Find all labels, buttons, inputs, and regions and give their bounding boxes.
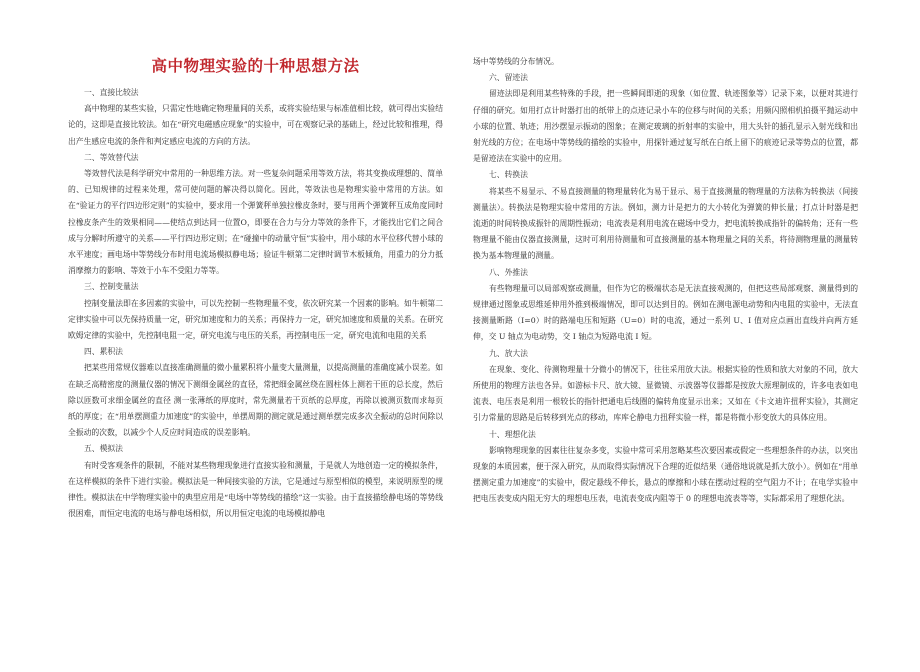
section-heading: 一、直接比较法 [84, 88, 139, 97]
body-paragraph: 控制变量法即在多因素的实验中，可以先控制一些物理量不变，依次研究某一个因素的影响。如牛顿第二定律实验中可以先保持质量一定，研究加速度和力的关系；再保持力一定，研究加速度和质量的关系。在研究欧姆定律的实验中，先控制电阻一定，研究电流与电压的关系，再控制电压一定，研究电流和电阻的关系 [68, 298, 443, 341]
section-heading: 十、理想化法 [489, 429, 536, 439]
body-paragraph: 将某些不易显示、不易直接测量的物理量转化为易于显示、易于直接测量的物理量的方法称为转换法（间接测量法）。转换法是物理实验中常用的方法。例如，测力计是把力的大小转化为弹簧的伸长量；打点计时器是把流逝的时间转换成振针的周期性振动；电流表是利用电流在磁场中受力，把电流转换成指针的偏转角；还有一些物理量不能由仪器直接测量，这时可利用待测量和可直接测量的基本物理量之间的关系，将待测物理量的测量转换为基本物理量的测量。 [473, 186, 858, 261]
section-heading: 二、等效替代法 [84, 152, 139, 162]
section-heading: 七、转换法 [489, 170, 528, 180]
body-paragraph: 场中等势线的分布情况。 [473, 57, 559, 66]
section-heading: 四、累积法 [84, 347, 123, 357]
document-title: 高中物理实验的十种思想方法 [151, 56, 360, 75]
body-paragraph: 在现象、变化、待测物理量十分微小的情况下，往往采用放大法。根据实验的性质和放大对象的不同，放大所使用的物理方法也各异。如游标卡尺、放大镜、显微镜、示波器等仪器都是按放大原理制成的，许多电表如电流表、电压表是利用一根较长的指针把通电后线圈的偏转角度显示出来；又如在《卡文迪许扭秤实验》，其测定引力常量的思路是后转移到光点的移动，库库仑静电力扭秤实验一样，都是将微小形变放大的具体应用。 [473, 364, 858, 423]
right-column-body [473, 54, 858, 508]
left-column-body [68, 85, 443, 522]
body-paragraph: 等效替代法是科学研究中常用的一种思维方法。对一些复杂问题采用等效方法，将其变换成理想的、简单的、已知规律的过程来处理，常可使问题的解决得以简化。因此，等效法也是物理实验中常用的方法。如在“验证力的平行四边形定则”的实验中，要求用一个弹簧秤单独拉橡皮条时，要与用两个弹簧秤互成角度同时拉橡皮条产生的效果相同——使结点到达同一位置O，即要在合力与分力等效的条件下，才能找出它们之间合成与分解时所遵守的关系——平行四边形定则；在“碰撞中的动量守恒”实验中，用小球的水平位移代替小球的水平速度；画电场中等势线分布时用电流场模拟静电场；验证牛顿第二定律时调节木板倾角，用重力的分力抵消摩擦力的影响、等效于小车不受阻力等等。 [68, 169, 443, 276]
right-column [473, 54, 858, 508]
body-paragraph: 把某些用常规仪器难以直接准确测量的微小量累积将小量变大量测量，以提高测量的准确度减小误差。如在缺乏高精密度的测量仪器的情况下测细金属丝的直径，常把细金属丝绕在圆柱体上测若干匝的总长度，然后除以匝数可求细金属丝的直径 测一张薄纸的厚度时，常先测量若干页纸的总厚度，再除以被测页数而求每页纸的厚度；在“用单摆测重力加速度”的实验中，单摆周期的测定就是通过测单摆完成多次全振动的总时间除以全振动的次数，以减少个人反应时间造成的误差影响。 [68, 363, 443, 438]
section-heading: 三、控制变量法 [84, 282, 139, 292]
section-heading: 九、放大法 [489, 348, 528, 358]
section-heading: 六、留迹法 [489, 73, 528, 83]
section-heading: 八、外推法 [489, 267, 528, 277]
body-paragraph: 留迹法即是利用某些特殊的手段，把一些瞬间即逝的现象（如位置、轨迹图象等）记录下来，以便对其进行仔细的研究。如用打点计时器打出的纸带上的点迹记录小车的位移与时间的关系；用频闪照相机拍摄平抛运动中小球的位置、轨迹；用沙摆显示振动的图象；在测定玻璃的折射率的实验中，用大头针的插孔显示入射光线和出射光线的方位；在电场中等势线的描绘的实验中，用探针通过复写纸在白纸上留下的痕迹记录等势点的位置，都是留迹法在实验中的应用。 [473, 89, 858, 164]
body-paragraph: 有些物理量可以局部观察或测量，但作为它的极端状态是无法直接观测的，但把这些局部观察、测量得到的规律通过图象或思维延伸用外推到极端情况，即可以达到目的。例如在测电源电动势和内电阻的实验中，无法直接测量断路（I=0）时的路端电压和短路（U=0）时的电流，通过一系列 U、I 值对应点画出直线并向两方延伸，交 U 轴点为电动势，交 I 轴点为短路电流 I 短。 [473, 283, 858, 342]
body-paragraph: 高中物理的某些实验，只需定性地确定物理量间的关系，或将实验结果与标准值相比较，就可得出实验结论的，这即是直接比较法。如在“研究电磁感应现象”的实验中，可在观察记录的基础上，经过比较和推理，得出产生感应电流的条件和判定感应电流的方向的方法。 [68, 104, 443, 146]
body-paragraph: 影响物理现象的因素往往复杂多变，实验中常可采用忽略某些次要因素或假定一些理想条件的办法，以突出现象的本质因素，便于深入研究，从而取得实际情况下合理的近似结果（通俗地说就是抓大放小）。例如在“用单摆测定重力加速度”的实验中，假定悬线不伸长，悬点的摩擦和小球在摆动过程的空气阻力不计；在电学实验中把电压表变成内阻无穷大的理想电压表，电流表变成内阻等于 0 的理想电流表等等，实际都采用了理想化法。 [473, 445, 858, 504]
section-heading: 五、模拟法 [84, 444, 123, 454]
body-paragraph: 有时受客观条件的限制，不能对某些物理现象进行直接实验和测量，于是就人为地创造一定的模拟条件，在这样模拟的条件下进行实验。模拟法是一种间接实验的方法，它是通过与原型相似的模型，来说明原型的规律性。模拟法在中学物理实验中的典型应用是“电场中等势线的描绘”这一实验。由于直接描绘静电场的等势线很困难，而恒定电流的电场与静电场相似，所以用恒定电流的电场模拟静电 [68, 460, 443, 519]
left-column [68, 54, 443, 522]
